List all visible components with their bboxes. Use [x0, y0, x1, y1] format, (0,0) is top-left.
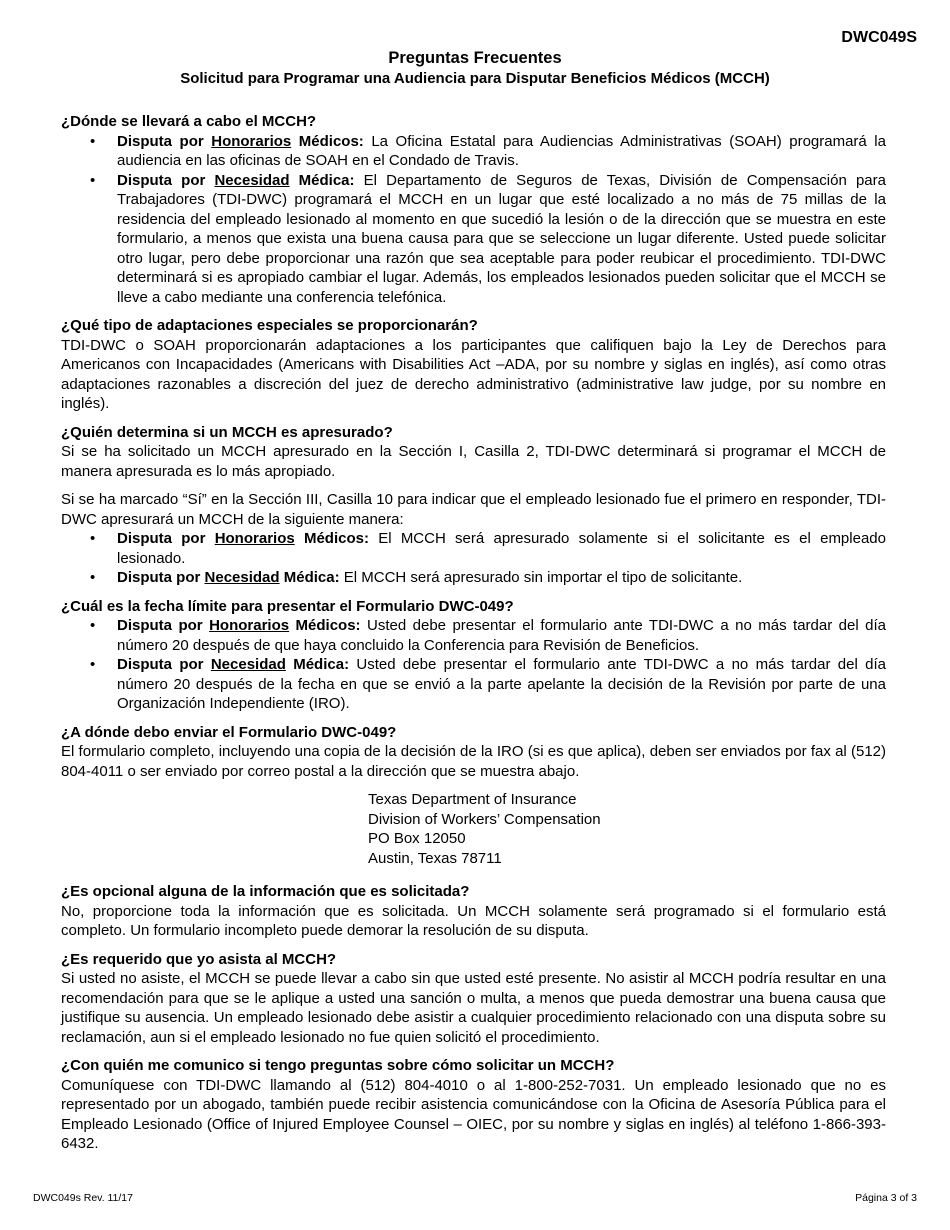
section-deadline	[61, 597, 886, 714]
bullet-text: El MCCH será apresurado solamente si el solicitante es el empleado lesionado.	[117, 530, 886, 567]
question-expedited: ¿Quién determina si un MCCH es apresurado?	[61, 423, 393, 441]
bullet-lead: Disputa por Honorarios Médicos:	[117, 530, 369, 547]
bullet-icon: •	[90, 132, 96, 150]
section-attend	[61, 950, 886, 1048]
section-send	[61, 723, 886, 869]
section-contact	[61, 1056, 886, 1154]
section-accommodations	[61, 316, 886, 414]
bullet-item	[61, 568, 886, 588]
bullet-item	[61, 616, 886, 655]
answer-optional: No, proporcione toda la información que es solicitada. Un MCCH solamente será programado si el formulario está completo. Un formulario incompleto puede demorar la resolución de su disputa.	[61, 902, 886, 939]
section-optional	[61, 882, 886, 941]
page-subtitle: Solicitud para Programar una Audiencia para Disputar Beneficios Médicos (MCCH)	[180, 70, 770, 87]
mailing-address	[368, 790, 886, 868]
bullet-icon: •	[90, 530, 96, 547]
question-attend: ¿Es requerido que yo asista al MCCH?	[61, 950, 337, 968]
footer-page-number: Página 3 of 3	[855, 1192, 917, 1204]
footer-revision: DWC049s Rev. 11/17	[33, 1192, 133, 1204]
answer-expedited-2: Si se ha marcado “Sí” en la Sección III, Casilla 10 para indicar que el empleado lesionado fue el primero en responder, TDI-DWC apresurará un MCCH de la siguiente manera:	[61, 491, 886, 528]
bullet-text: Usted debe presentar el formulario ante TDI-DWC a no más tardar del día número 20 después de que haya concluido la Conferencia para Revisión de Beneficios.	[117, 617, 886, 654]
faq-content	[61, 112, 886, 1154]
bullet-item	[61, 171, 886, 308]
answer-send: El formulario completo, incluyendo una copia de la decisión de la IRO (si es que aplica), deben ser enviados por fax al (512) 804-4011 o ser enviado por correo postal a la dirección que se muestra abajo.	[61, 743, 886, 780]
bullet-icon: •	[90, 617, 96, 634]
bullet-lead: Disputa por Honorarios Médicos:	[117, 617, 361, 634]
page-title: Preguntas Frecuentes	[388, 49, 562, 67]
form-id: DWC049S	[841, 29, 917, 46]
bullet-lead: Disputa por Honorarios Médicos:	[117, 132, 364, 150]
section-expedited	[61, 423, 886, 588]
bullet-list-where	[61, 132, 886, 308]
answer-accommodations: TDI-DWC o SOAH proporcionarán adaptaciones a los participantes que califiquen bajo la Ley de Derechos para Americanos con Incapacidades (Americans with Disabilities Act –ADA, por su nombre y siglas en inglés), así como otras adaptaciones razonables a discreción del juez de derecho administrativo (administrative law judge, por su nombre en inglés).	[61, 336, 886, 412]
bullet-text: El Departamento de Seguros de Texas, División de Compensación para Trabajadores (TDI-DWC) programará el MCCH en un lugar que esté localizado a no más de 75 millas de la residencia del empleado lesionado al momento en que sucedió la lesión o de la dirección que se muestra en este formulario, a menos que exista una buena causa para que se seleccione un lugar diferente. Usted puede solicitar otro lugar, pero debe proporcionar una razón que sea aceptable para poder reubicar el procedimiento. TDI-DWC determinará si es apropiado cambiar el lugar. Además, los empleados lesionados pueden solicitar que el MCCH se lleve a cabo mediante una conferencia telefónica.	[117, 171, 886, 306]
bullet-icon: •	[90, 656, 96, 673]
question-send: ¿A dónde debo enviar el Formulario DWC-049?	[61, 723, 397, 741]
title-block	[0, 48, 950, 88]
bullet-item	[61, 655, 886, 714]
bullet-lead: Disputa por Necesidad Médica:	[117, 569, 340, 586]
question-deadline: ¿Cuál es la fecha límite para presentar el Formulario DWC-049?	[61, 597, 514, 615]
answer-contact: Comuníquese con TDI-DWC llamando al (512) 804-4010 o al 1-800-252-7031. Un empleado lesionado que no es representado por un abogado, también puede recibir asistencia comunicándose con la Oficina de Asesoría Pública para el Empleado Lesionado (Office of Injured Employee Counsel – OIEC, por su nombre y siglas en inglés) al teléfono 1-866-393-6432.	[61, 1076, 886, 1152]
answer-attend: Si usted no asiste, el MCCH se puede llevar a cabo sin que usted esté presente. No asistir al MCCH podría resultar en una recomendación para que se le aplique a usted una sanción o multa, a menos que pueda demostrar una buena causa que justifique su ausencia. Un empleado lesionado debe asistir a cualquier procedimiento relacionado con una disputa sobre su reclamación, aun si el empleado lesionado no fue quien solicitó el procedimiento.	[61, 970, 886, 1046]
bullet-text: El MCCH será apresurado sin importar el tipo de solicitante.	[339, 569, 743, 586]
bullet-item	[61, 132, 886, 171]
bullet-lead: Disputa por Necesidad Médica:	[117, 171, 355, 189]
bullet-item	[61, 529, 886, 568]
bullet-text: La Oficina Estatal para Audiencias Administrativas (SOAH) programará la audiencia en las oficinas de SOAH en el Condado de Travis.	[117, 132, 886, 169]
bullet-text: Usted debe presentar el formulario ante TDI-DWC a no más tardar del día número 20 después de la fecha en que se envió a la parte apelante la decisión de la Revisión por parte de una Organización Independiente (IRO).	[117, 656, 886, 712]
bullet-icon: •	[90, 171, 96, 189]
address-line: Texas Department of Insurance	[368, 791, 577, 808]
bullet-list-deadline	[61, 616, 886, 714]
question-contact: ¿Con quién me comunico si tengo preguntas sobre cómo solicitar un MCCH?	[61, 1057, 615, 1074]
section-where	[61, 112, 886, 307]
address-line: Austin, Texas 78711	[368, 849, 502, 867]
address-line: PO Box 12050	[368, 830, 466, 847]
question-optional: ¿Es opcional alguna de la información que es solicitada?	[61, 883, 470, 900]
bullet-list-expedited	[61, 529, 886, 588]
question-where: ¿Dónde se llevará a cabo el MCCH?	[61, 113, 317, 130]
answer-expedited-1: Si se ha solicitado un MCCH apresurado en la Sección I, Casilla 2, TDI-DWC determinará si programar el MCCH de manera apresurada es lo más apropiado.	[61, 443, 886, 480]
question-accommodations: ¿Qué tipo de adaptaciones especiales se proporcionarán?	[61, 317, 478, 334]
bullet-icon: •	[90, 569, 96, 586]
address-line: Division of Workers’ Compensation	[368, 810, 601, 828]
bullet-lead: Disputa por Necesidad Médica:	[117, 656, 350, 673]
